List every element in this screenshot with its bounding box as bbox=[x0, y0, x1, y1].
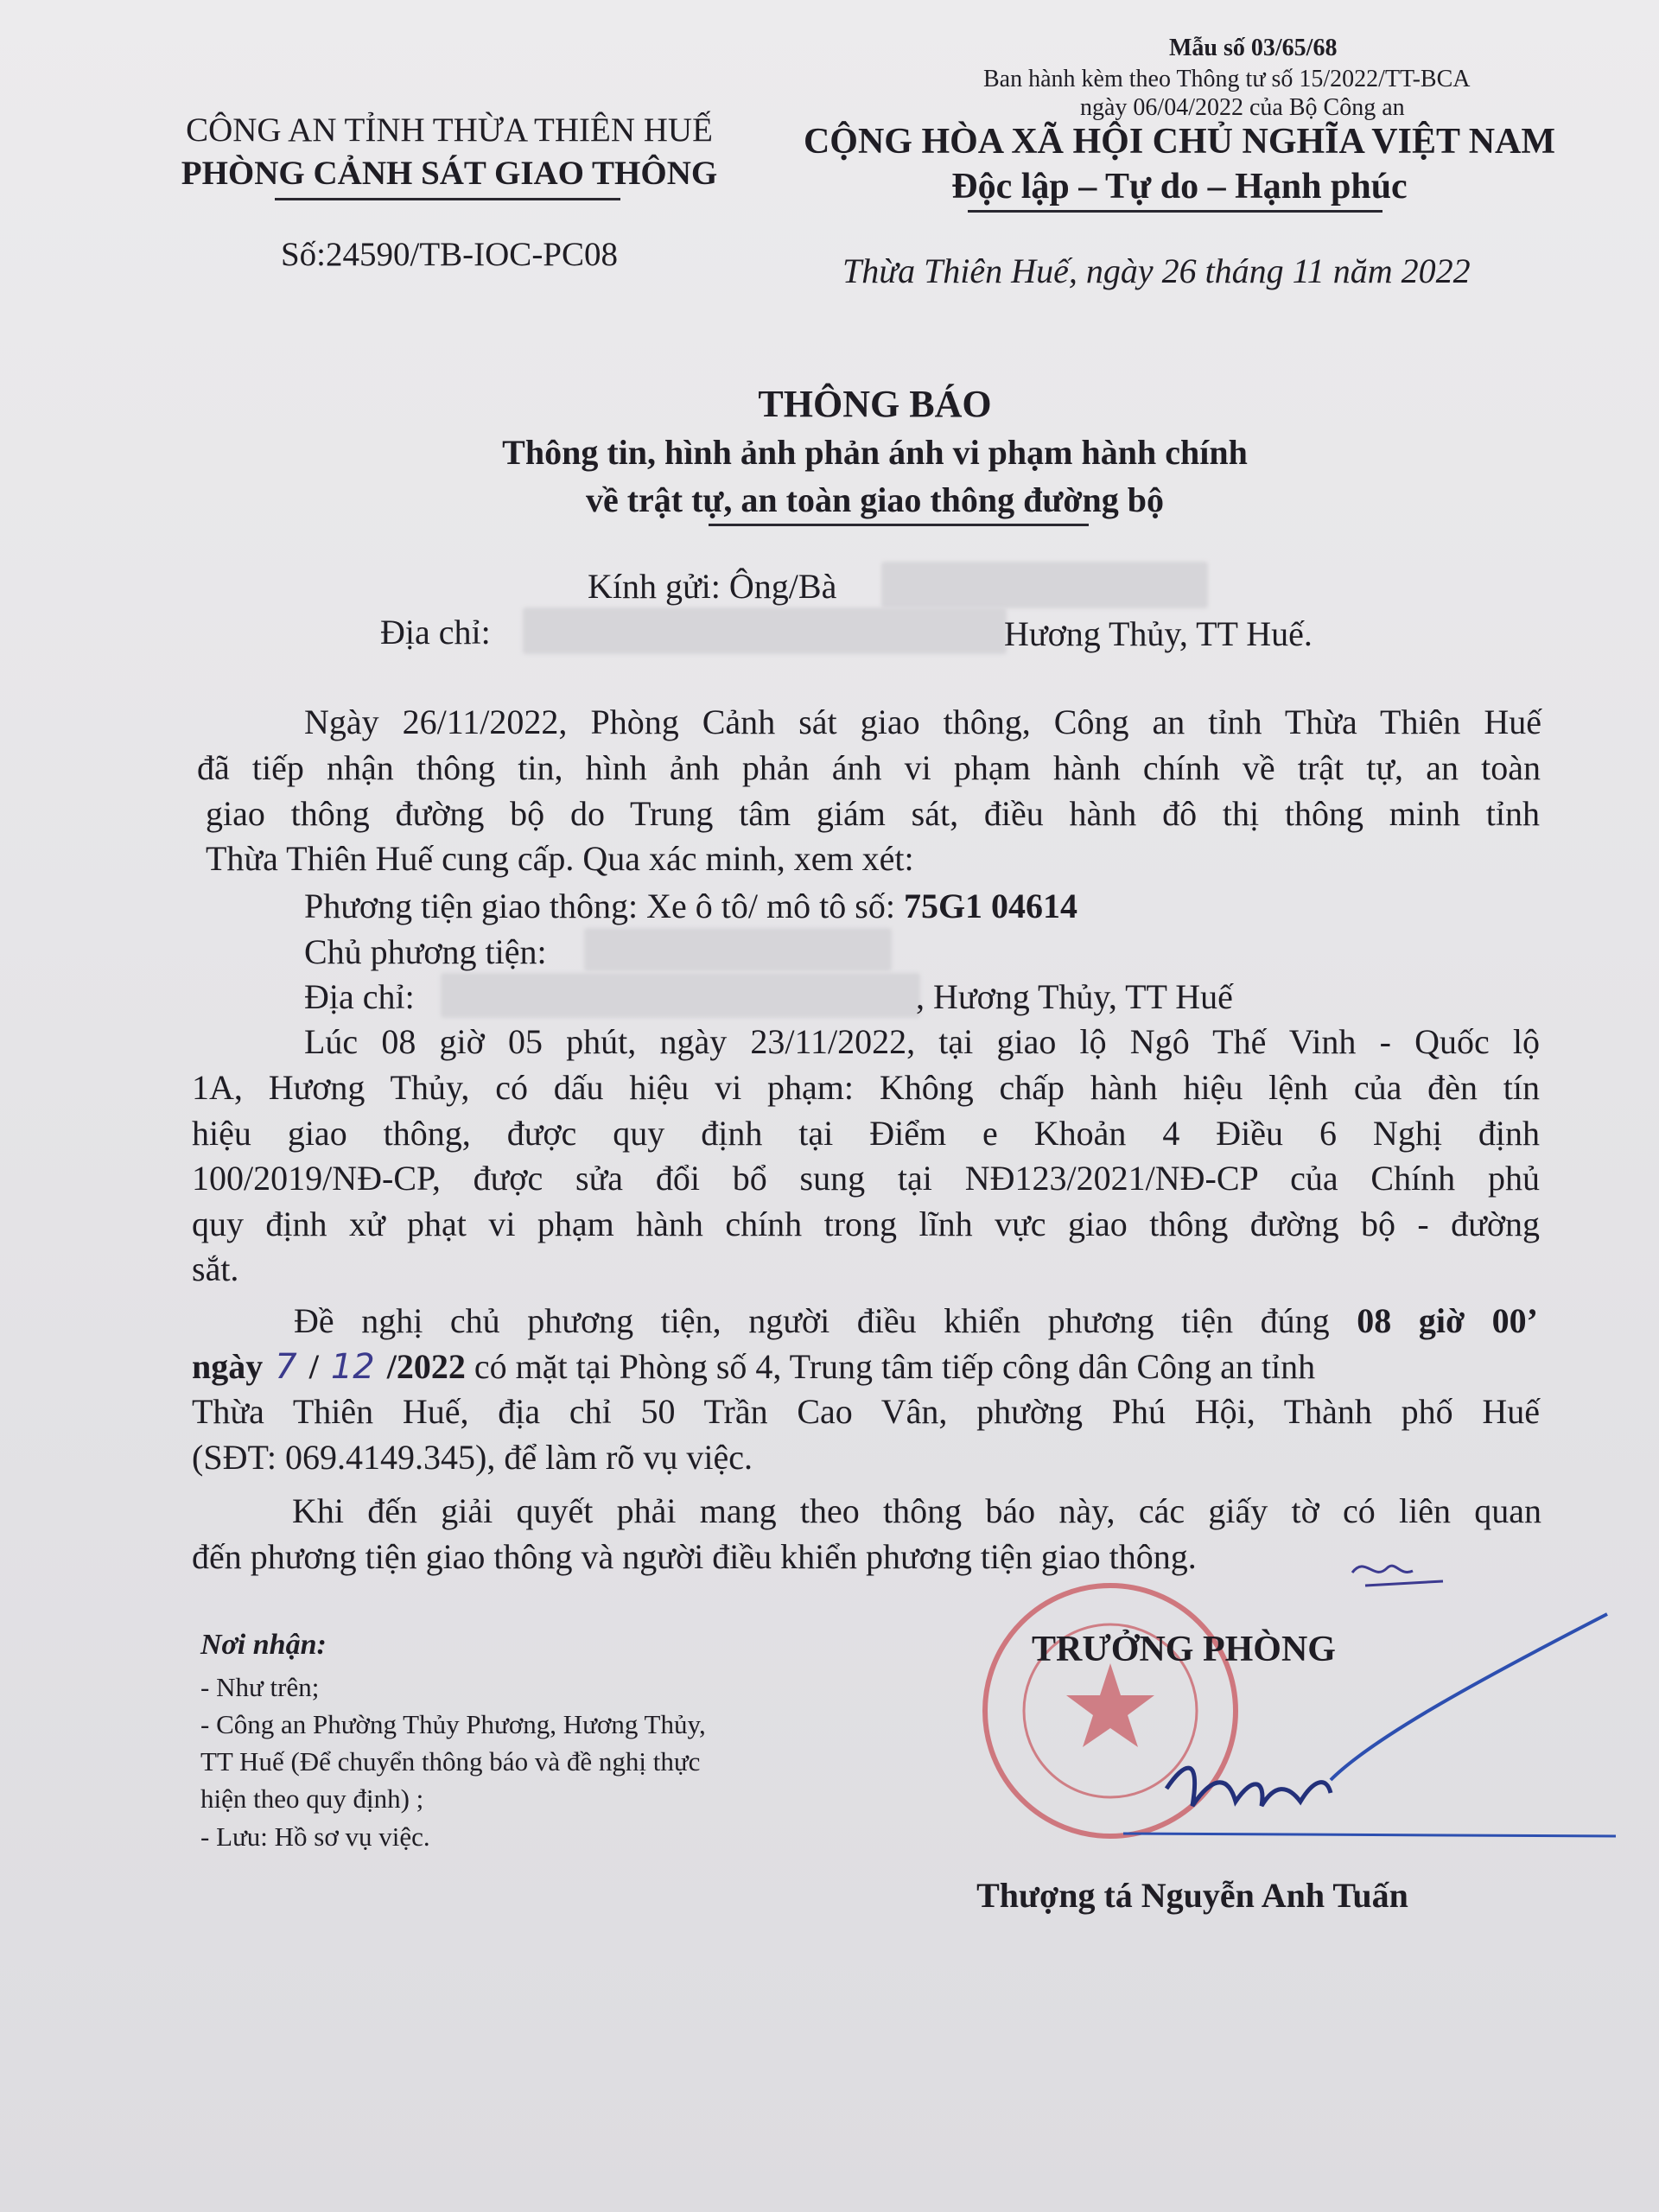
nation-title: CỘNG HÒA XÃ HỘI CHỦ NGHĨA VIỆT NAM bbox=[803, 122, 1556, 162]
para1-line2: đã tiếp nhận thông tin, hình ảnh phản ánh vi phạm hành chính về trật tự, an toàn bbox=[197, 748, 1541, 787]
title-underline bbox=[709, 524, 1089, 526]
request-line3: Thừa Thiên Huế, địa chỉ 50 Trần Cao Vân, phường Phú Hội, Thành phố Huế bbox=[192, 1392, 1540, 1431]
violation-line1: Lúc 08 giờ 05 phút, ngày 23/11/2022, tại giao lộ Ngô Thế Vinh - Quốc lộ bbox=[304, 1022, 1540, 1061]
agency-parent: CÔNG AN TỈNH THỪA THIÊN HUẾ bbox=[186, 111, 713, 149]
handwritten-day: 7 bbox=[275, 1347, 297, 1387]
recipient-item-3: - Lưu: Hồ sơ vụ việc. bbox=[200, 1821, 430, 1852]
request-day-sep: / bbox=[308, 1347, 319, 1386]
notice-subtitle-2: về trật tự, an toàn giao thông đường bộ bbox=[585, 480, 1165, 519]
violation-line3: hiệu giao thông, được quy định tại Điểm e Khoản 4 Điều 6 Nghị định bbox=[192, 1114, 1540, 1153]
request-time: 08 giờ 00’ bbox=[1357, 1301, 1539, 1340]
motto-underline bbox=[968, 210, 1382, 213]
signer-name: Thượng tá Nguyễn Anh Tuấn bbox=[976, 1876, 1408, 1915]
notice-title: THÔNG BÁO bbox=[758, 383, 992, 425]
violation-line4: 100/2019/NĐ-CP, được sửa đổi bổ sung tại NĐ123/2021/NĐ-CP của Chính phủ bbox=[192, 1159, 1540, 1198]
form-issued-line: Ban hành kèm theo Thông tư số 15/2022/TT-BCA bbox=[983, 66, 1471, 92]
vehicle-label: Phương tiện giao thông: Xe ô tô/ mô tô số: bbox=[304, 887, 904, 925]
redacted-owner-name bbox=[584, 928, 892, 971]
place-date: Thừa Thiên Huế, ngày 26 tháng 11 năm 2022 bbox=[842, 251, 1471, 290]
redacted-recipient-name bbox=[881, 562, 1208, 608]
form-number: Mẫu số 03/65/68 bbox=[1169, 35, 1338, 61]
form-date-line: ngày 06/04/2022 của Bộ Công an bbox=[1080, 94, 1405, 121]
redacted-recipient-address bbox=[523, 607, 1007, 654]
recipient-item-2c: hiện theo quy định) ; bbox=[200, 1783, 424, 1814]
request-year: /2022 bbox=[386, 1347, 466, 1386]
vehicle-line bbox=[304, 886, 1077, 926]
recipient-item-1: - Như trên; bbox=[200, 1672, 320, 1702]
handwritten-month: 12 bbox=[330, 1347, 375, 1387]
request-line4: (SĐT: 069.4149.345), để làm rõ vụ việc. bbox=[192, 1438, 753, 1477]
recipient-item-2b: TT Huế (Để chuyển thông báo và đề nghị thực bbox=[200, 1746, 701, 1777]
notice-subtitle-1: Thông tin, hình ảnh phản ánh vi phạm hành chính bbox=[502, 433, 1248, 472]
address-label: Địa chỉ: bbox=[380, 613, 491, 652]
signature bbox=[1115, 1607, 1616, 1849]
request-line1 bbox=[294, 1300, 1538, 1341]
recipient-label: Kính gửi: Ông/Bà bbox=[588, 567, 837, 606]
owner-address-suffix: , Hương Thủy, TT Huế bbox=[916, 977, 1233, 1016]
request-line1-text: Đề nghị chủ phương tiện, người điều khiển phương tiện đúng bbox=[294, 1301, 1357, 1340]
closing-line1: Khi đến giải quyết phải mang theo thông báo này, các giấy tờ có liên quan bbox=[292, 1491, 1541, 1530]
agency-underline bbox=[275, 198, 620, 200]
vehicle-plate: 75G1 04614 bbox=[903, 887, 1078, 925]
agency-name: PHÒNG CẢNH SÁT GIAO THÔNG bbox=[181, 155, 718, 192]
signer-title: TRƯỞNG PHÒNG bbox=[1032, 1630, 1336, 1669]
para1-line3: giao thông đường bộ do Trung tâm giám sát, điều hành đô thị thông minh tỉnh bbox=[206, 794, 1540, 833]
owner-address-label: Địa chỉ: bbox=[304, 977, 415, 1016]
recipients-title: Nơi nhận: bbox=[200, 1629, 327, 1661]
owner-label: Chủ phương tiện: bbox=[304, 932, 547, 971]
recipient-item-2: - Công an Phường Thủy Phương, Hương Thủy, bbox=[200, 1709, 706, 1739]
violation-line2: 1A, Hương Thủy, có dấu hiệu vi phạm: Không chấp hành hiệu lệnh của đèn tín bbox=[192, 1068, 1540, 1107]
violation-line6: sắt. bbox=[192, 1249, 239, 1288]
document-number: Số:24590/TB-IOC-PC08 bbox=[280, 236, 619, 273]
para1-line4: Thừa Thiên Huế cung cấp. Qua xác minh, xem xét: bbox=[206, 839, 914, 878]
request-day-label: ngày bbox=[192, 1347, 264, 1386]
request-line2-text: có mặt tại Phòng số 4, Trung tâm tiếp công dân Công an tỉnh bbox=[465, 1347, 1316, 1386]
para1-line1: Ngày 26/11/2022, Phòng Cảnh sát giao thông, Công an tỉnh Thừa Thiên Huế bbox=[304, 702, 1541, 741]
nation-motto: Độc lập – Tự do – Hạnh phúc bbox=[951, 167, 1408, 207]
violation-line5: quy định xử phạt vi phạm hành chính trong lĩnh vực giao thông đường bộ - đường bbox=[192, 1205, 1540, 1243]
handwritten-initial bbox=[1348, 1547, 1452, 1599]
address-suffix: Hương Thủy, TT Huế. bbox=[1004, 614, 1313, 653]
request-line2 bbox=[192, 1346, 1540, 1387]
closing-line2: đến phương tiện giao thông và người điều khiển phương tiện giao thông. bbox=[192, 1537, 1197, 1576]
redacted-owner-address bbox=[441, 973, 920, 1018]
